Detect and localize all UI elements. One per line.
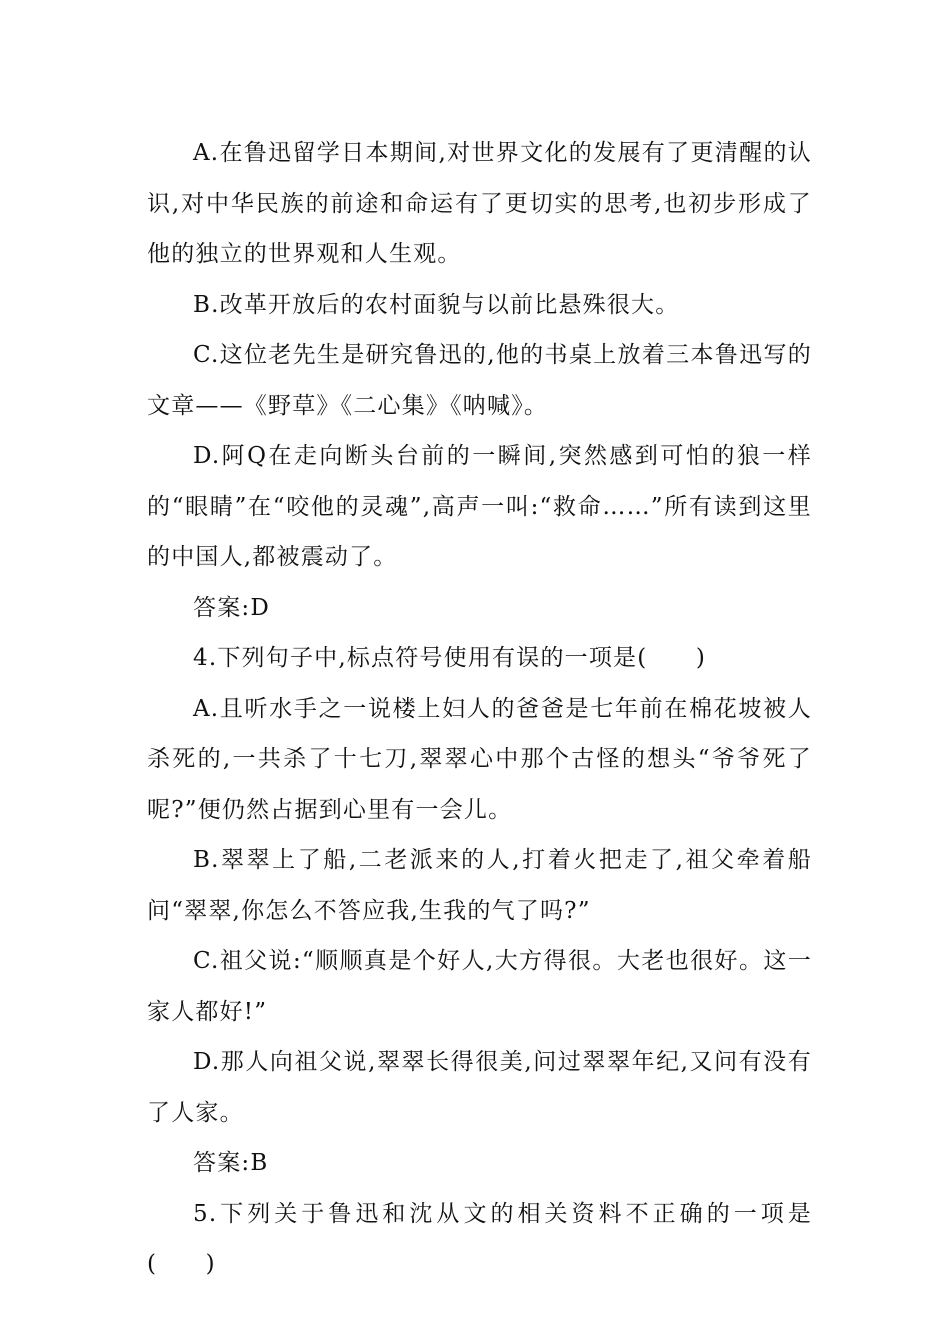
answer-3: 答案:D bbox=[193, 594, 270, 621]
question-4: 4.下列句子中,标点符号使用有误的一项是( ) bbox=[193, 645, 707, 671]
option-d-paragraph: D.阿Q在走向断头台前的一瞬间,突然感到可怕的狼一样的“眼睛”在“咬他的灵魂”,高声一叫:“救命……”所有读到这里的中国人,都被震动了。 bbox=[147, 443, 812, 570]
option-b-paragraph: B.改革开放后的农村面貌与以前比悬殊很大。 bbox=[193, 291, 680, 318]
option-a-paragraph: A.在鲁迅留学日本期间,对世界文化的发展有了更清醒的认识,对中华民族的前途和命运有了更切实的思考,也初步形成了他的独立的世界观和人生观。 bbox=[147, 140, 812, 267]
q4-option-b: B.翠翠上了船,二老派来的人,打着火把走了,祖父牵着船问“翠翠,你怎么不答应我,生我的气了吗?” bbox=[147, 847, 812, 924]
document-body bbox=[147, 128, 812, 1290]
q4-option-c: C.祖父说:“顺顺真是个好人,大方得很。大老也很好。这一家人都好!” bbox=[147, 948, 812, 1025]
q4-option-d: D.那人向祖父说,翠翠长得很美,问过翠翠年纪,又问有没有了人家。 bbox=[147, 1049, 812, 1126]
question-5: 5.下列关于鲁迅和沈从文的相关资料不正确的一项是( ) bbox=[147, 1200, 812, 1277]
option-c-paragraph: C.这位老先生是研究鲁迅的,他的书桌上放着三本鲁迅写的文章——《野草》《二心集》《呐喊》。 bbox=[147, 342, 812, 419]
q4-option-a: A.且听水手之一说楼上妇人的爸爸是七年前在棉花坡被人杀死的,一共杀了十七刀,翠翠心中那个古怪的想头“爷爷死了呢?”便仍然占据到心里有一会儿。 bbox=[147, 695, 812, 823]
answer-4: 答案:B bbox=[193, 1150, 269, 1176]
